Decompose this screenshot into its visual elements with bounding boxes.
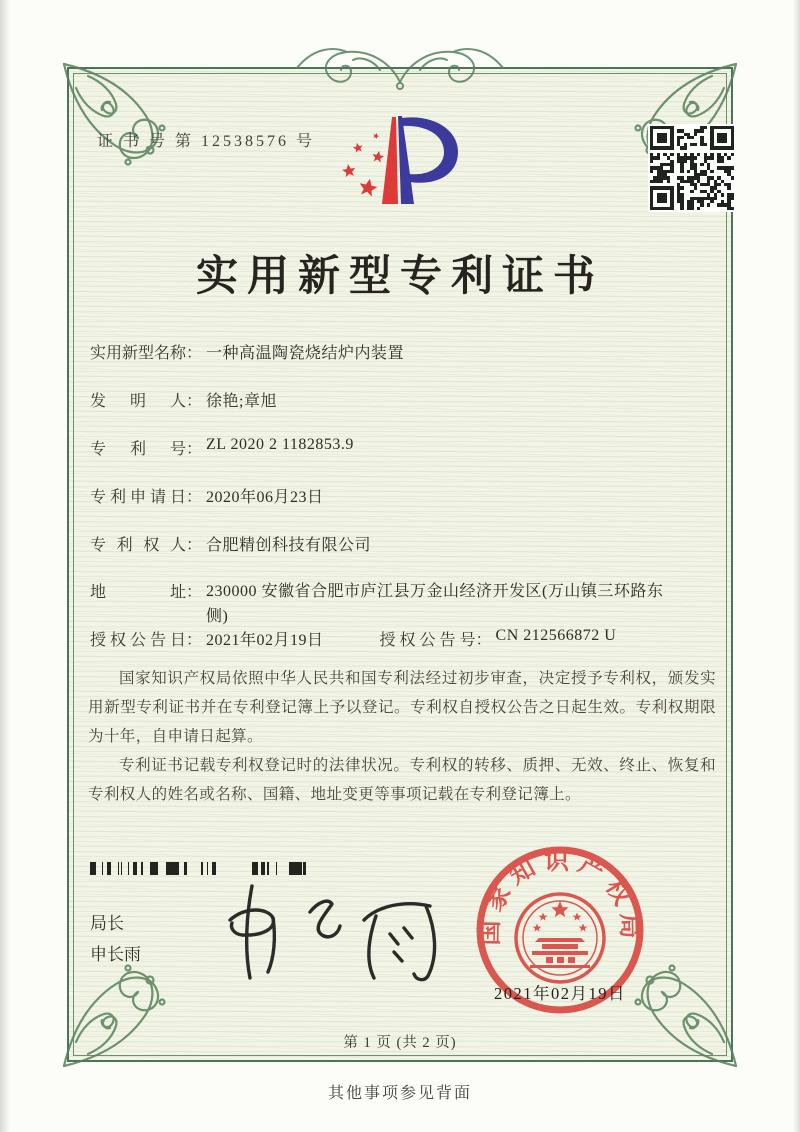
svg-text:国家知识产权局 (476, 847, 645, 946)
field-row-patentee (90, 532, 371, 555)
field-row-grant (90, 627, 616, 650)
legal-paragraph-1: 国家知识产权局依照中华人民共和国专利法经过初步审查，决定授予专利权，颁发实用新型专利证书并在专利登记簿上予以登记。专利权自授权公告之日起生效。专利权期限为十年，自申请日起算。 (88, 670, 716, 745)
field-value: CN 212566872 U (495, 627, 617, 644)
field-colon: ： (186, 345, 203, 362)
field-value: 230000 安徽省合肥市庐江县万金山经济开发区(万山镇三环路东侧) (206, 583, 664, 625)
cnipa-logo-icon (340, 112, 466, 214)
field-colon: ： (475, 632, 492, 649)
field-row-address (90, 579, 666, 629)
field-label: 地址 (90, 584, 186, 601)
certificate-title: 实用新型专利证书 (195, 254, 604, 300)
qr-code (648, 124, 736, 212)
field-label: 专利权人 (90, 537, 186, 554)
field-colon: ： (186, 632, 203, 649)
seal-date: 2021年02月19日 (494, 984, 626, 1003)
signer-block (90, 908, 141, 970)
field-row-patent-no (90, 436, 354, 459)
field-label: 授权公告号 (379, 632, 476, 649)
signer-name: 申长雨 (90, 945, 141, 964)
field-row-filing-date (90, 484, 324, 507)
legal-paragraph-2: 专利证书记载专利权登记时的法律状况。专利权的转移、质押、无效、终止、恢复和专利权人的姓名或名称、国籍、地址变更等事项记载在专利登记簿上。 (88, 757, 716, 803)
legal-text (88, 664, 716, 809)
signer-title: 局长 (90, 914, 124, 933)
field-colon: ： (186, 537, 203, 554)
field-value: 徐艳;章旭 (206, 393, 277, 410)
page-number: 第 1 页 (共 2 页) (343, 1035, 457, 1051)
national-emblem-icon (516, 894, 604, 982)
certificate-number: 证 书 号 第 12538576 号 (97, 133, 316, 150)
field-value: 2021年02月19日 (206, 632, 324, 649)
field-label: 实用新型名称 (90, 345, 187, 362)
barcode (90, 862, 308, 875)
field-colon: ： (186, 489, 203, 506)
field-value: 合肥精创科技有限公司 (206, 537, 372, 554)
field-colon: ： (186, 584, 203, 601)
field-label: 发明人 (90, 393, 186, 410)
commissioner-signature (218, 878, 453, 988)
field-label: 专利号 (90, 441, 186, 458)
field-colon: ： (186, 393, 203, 410)
field-value: 一种高温陶瓷烧结炉内装置 (206, 345, 405, 362)
field-value: ZL 2020 2 1182853.9 (206, 436, 354, 453)
field-label: 专利申请日 (90, 489, 186, 506)
field-label: 授权公告日 (90, 632, 186, 649)
field-row-inventor (90, 388, 277, 411)
field-row-name (90, 340, 404, 363)
back-side-note: 其他事项参见背面 (327, 1085, 472, 1102)
field-value: 2020年06月23日 (206, 489, 324, 506)
field-colon: ： (186, 441, 203, 458)
seal-ring-text: 国家知识产权局 (476, 847, 644, 946)
